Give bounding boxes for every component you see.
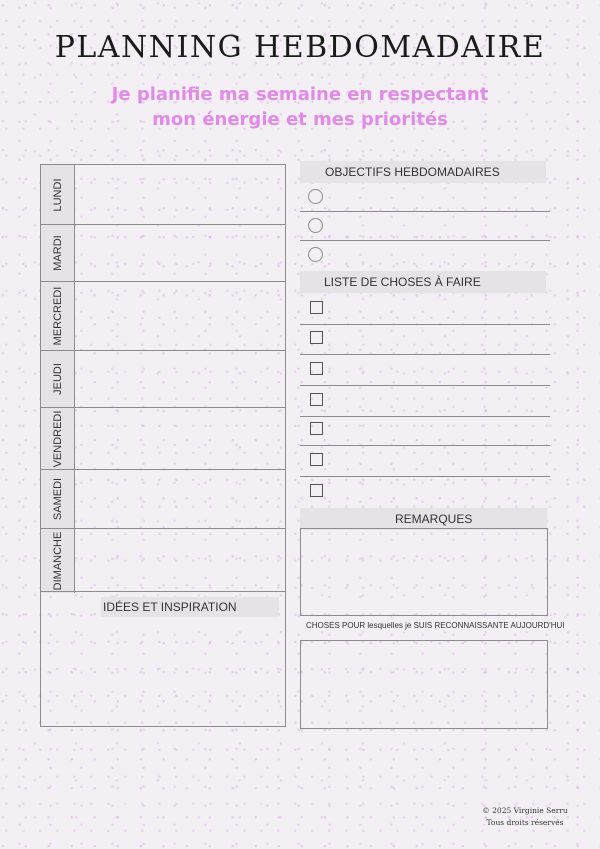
day-tab xyxy=(41,529,75,593)
gratitude-label: CHOSES POUR lesquelles je SUIS RECONNAISSANTE AUJOURD'HUI xyxy=(306,621,565,630)
day-row-lundi[interactable] xyxy=(41,165,285,225)
todo-line[interactable] xyxy=(300,324,550,325)
day-label-jeudi: JEUDI xyxy=(51,363,64,395)
day-row-samedi[interactable] xyxy=(41,470,285,529)
day-row-mercredi[interactable] xyxy=(41,282,285,351)
ideas-box[interactable] xyxy=(40,591,286,727)
day-row-vendredi[interactable] xyxy=(41,408,285,470)
subtitle-line-1: Je planifie ma semaine en respectant xyxy=(111,84,489,105)
day-label-samedi: SAMEDI xyxy=(51,477,64,521)
checkbox-icon[interactable] xyxy=(310,301,323,314)
day-label-mardi: MARDI xyxy=(51,235,64,271)
circle-icon[interactable] xyxy=(308,247,323,262)
objective-line[interactable] xyxy=(300,211,550,212)
objectives-label: OBJECTIFS HEBDOMADAIRES xyxy=(325,165,500,179)
todo-line[interactable] xyxy=(300,416,550,417)
ideas-label: IDÉES ET INSPIRATION xyxy=(101,597,279,617)
checkbox-icon[interactable] xyxy=(310,484,323,497)
subtitle-line-2: mon énergie et mes priorités xyxy=(152,109,448,130)
page-title: PLANNING HEBDOMADAIRE xyxy=(54,30,546,65)
checkbox-icon[interactable] xyxy=(310,331,323,344)
todo-line[interactable] xyxy=(300,385,550,386)
day-tab xyxy=(41,225,75,281)
circle-icon[interactable] xyxy=(308,189,323,204)
checkbox-icon[interactable] xyxy=(310,453,323,466)
day-tab xyxy=(41,165,75,224)
day-tab xyxy=(41,351,75,407)
checkbox-icon[interactable] xyxy=(310,362,323,375)
day-label-vendredi: VENDREDI xyxy=(51,410,64,467)
day-tab xyxy=(41,408,75,469)
objective-line[interactable] xyxy=(300,240,550,241)
remarks-label: REMARQUES xyxy=(395,512,473,526)
remarks-header xyxy=(300,508,547,530)
rights-text: Tous droits réservés xyxy=(486,818,564,827)
day-row-jeudi[interactable] xyxy=(41,351,285,408)
days-table xyxy=(40,164,286,592)
day-label-mercredi: MERCREDI xyxy=(51,286,64,346)
day-row-dimanche[interactable] xyxy=(41,529,285,593)
footer xyxy=(470,805,580,829)
day-label-dimanche: DIMANCHE xyxy=(51,531,64,591)
gratitude-box[interactable] xyxy=(300,640,548,729)
todo-header xyxy=(300,271,546,293)
todo-line[interactable] xyxy=(300,354,550,355)
day-tab xyxy=(41,470,75,528)
checkbox-icon[interactable] xyxy=(310,422,323,435)
circle-icon[interactable] xyxy=(308,218,323,233)
checkbox-icon[interactable] xyxy=(310,393,323,406)
remarks-box[interactable] xyxy=(300,528,548,616)
todo-label: LISTE DE CHOSES À FAIRE xyxy=(324,275,481,289)
page-subtitle xyxy=(0,82,600,132)
objectives-header xyxy=(300,161,546,183)
copyright-text: © 2025 Virginie Serru xyxy=(482,806,568,815)
day-row-mardi[interactable] xyxy=(41,225,285,282)
day-label-lundi: LUNDI xyxy=(51,177,64,212)
todo-line[interactable] xyxy=(300,476,550,477)
todo-line[interactable] xyxy=(300,445,550,446)
day-tab xyxy=(41,282,75,350)
